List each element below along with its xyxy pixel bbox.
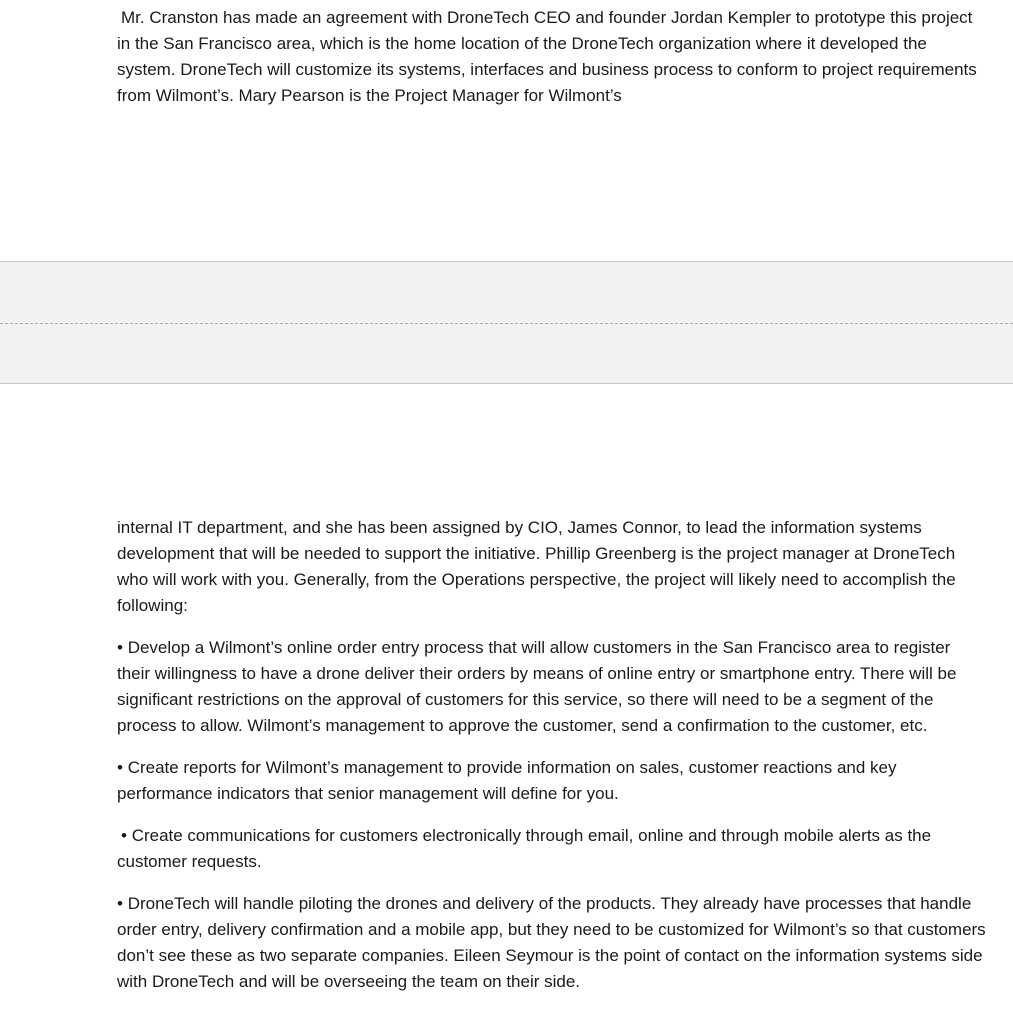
paragraph-agreement: Mr. Cranston has made an agreement with DroneTech CEO and founder Jordan Kempler to prototype this project in the San Francisco area, which is the home location of the DroneTech organization where it developed the system. DroneTech will customize its systems, interfaces and business process to conform to project requirements from Wilmont’s. Mary Pearson is the Project Manager for Wilmont’s — [117, 8, 977, 105]
bullet-text: Create reports for Wilmont’s management to provide information on sales, customer reactions and key performance indicators that senior management will define for you. — [117, 758, 897, 803]
bullet-text: DroneTech will handle piloting the drones and delivery of the products. They already have processes that handle order entry, delivery confirmation and a mobile app, but they need to be customized for Wilmont’s so that customers don’t see these as two separate companies. Eileen Seymour is the point of contact on the information systems side with DroneTech and will be overseeing the team on their side. — [117, 894, 986, 991]
page-bottom-section — [117, 515, 987, 1011]
bullet-text: Develop a Wilmont’s online order entry process that will allow customers in the San Francisco area to register their willingness to have a drone deliver their orders by means of online entry or smartphone entry. There will be significant restrictions on the approval of customers for this service, so there will need to be a segment of the process to allow. Wilmont’s management to approve the customer, send a confirmation to the customer, etc. — [117, 638, 957, 735]
bullet-text: Create communications for customers electronically through email, online and through mobile alerts as the customer requests. — [117, 826, 932, 871]
page-top-section — [117, 5, 987, 109]
bullet-icon: • — [117, 894, 123, 913]
bullet-icon: • — [117, 638, 123, 657]
bullet-icon: • — [117, 758, 123, 777]
bullet-item-dronetech — [117, 891, 987, 995]
page-break-divider — [0, 323, 1013, 324]
paragraph-it-department: internal IT department, and she has been assigned by CIO, James Connor, to lead the information systems development that will be needed to support the initiative. Phillip Greenberg is the project manager at DroneTech who will work with you. Generally, from the Operations perspective, the project will likely need to accomplish the following: — [117, 518, 956, 615]
page-break-gap — [0, 261, 1013, 384]
bullet-item-communications — [117, 823, 987, 875]
bullet-item-reports — [117, 755, 987, 807]
bullet-item-order-entry — [117, 635, 987, 739]
bullet-icon: • — [121, 826, 127, 845]
